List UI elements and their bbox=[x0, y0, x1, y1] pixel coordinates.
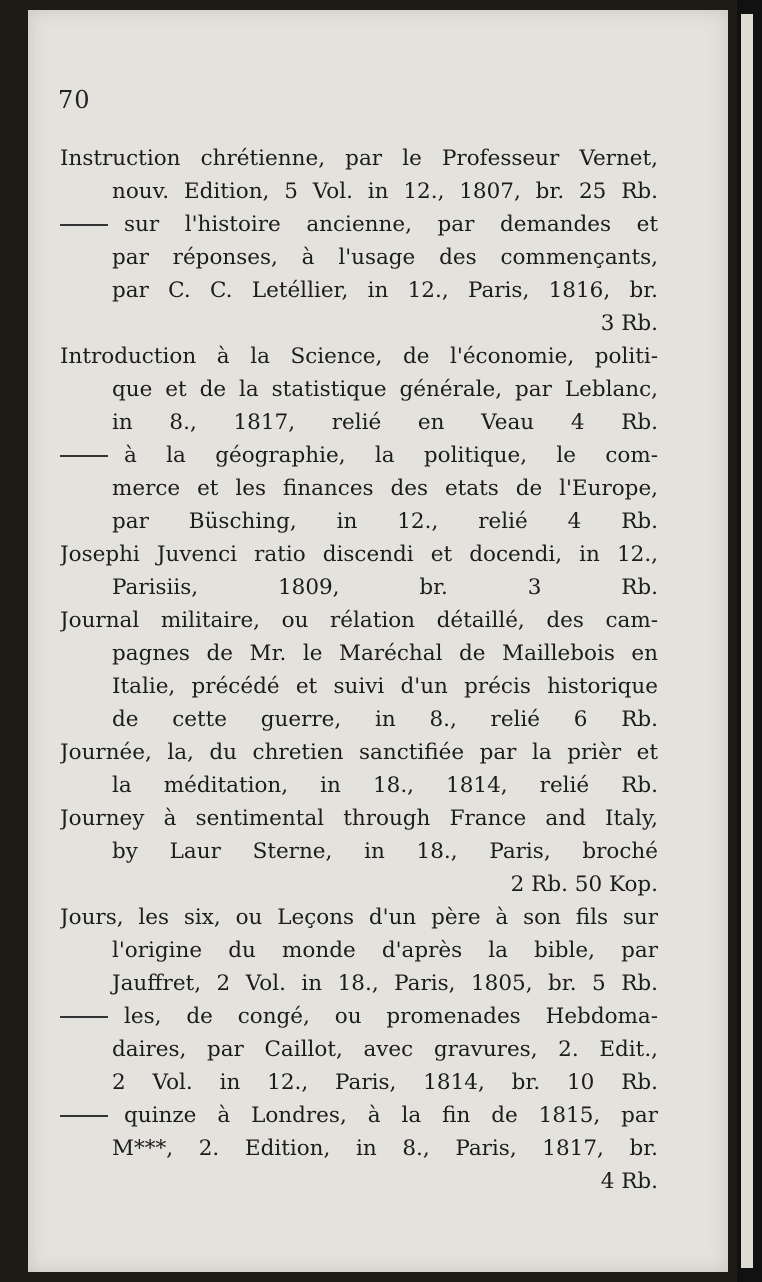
entry-line: nouv. Edition, 5 Vol. in 12., 1807, br. 25 Rb. bbox=[112, 179, 658, 204]
entry-line: l'origine du monde d'après la bible, par bbox=[112, 938, 658, 963]
catalog-entry bbox=[60, 439, 658, 538]
entry-line: 2 Vol. in 12., Paris, 1814, br. 10 Rb. bbox=[112, 1070, 658, 1095]
entry-line-text: sur l'histoire ancienne, par demandes et bbox=[124, 212, 658, 237]
entry-line: la méditation, in 18., 1814, relié Rb. bbox=[112, 773, 658, 798]
entry-line: par réponses, à l'usage des commençants, bbox=[112, 245, 658, 270]
catalog-entry bbox=[60, 1099, 658, 1198]
entry-price: 4 Rb. bbox=[600, 1169, 658, 1194]
ditto-dash bbox=[60, 455, 108, 457]
entry-line: par C. C. Letéllier, in 12., Paris, 1816, br. bbox=[112, 278, 658, 303]
entry-line: Journal militaire, ou rélation détaillé, des cam- bbox=[60, 608, 658, 633]
entry-line: daires, par Caillot, avec gravures, 2. Edit., bbox=[112, 1037, 658, 1062]
entry-line: Josephi Juvenci ratio discendi et docendi, in 12., bbox=[60, 542, 658, 567]
entry-line: de cette guerre, in 8., relié 6 Rb. bbox=[112, 707, 658, 732]
next-page-edge bbox=[737, 0, 762, 1282]
page-number: 70 bbox=[58, 86, 91, 114]
entry-line-with-dash bbox=[60, 1099, 658, 1132]
entry-line: Parisiis, 1809, br. 3 Rb. bbox=[112, 575, 658, 600]
entry-line-with-dash bbox=[60, 208, 658, 241]
entry-line-with-dash bbox=[60, 1000, 658, 1033]
catalog-entry bbox=[60, 802, 658, 901]
entry-line: M***, 2. Edition, in 8., Paris, 1817, br. bbox=[112, 1136, 658, 1161]
entry-line: par Büsching, in 12., relié 4 Rb. bbox=[112, 509, 658, 534]
entry-line-text: quinze à Londres, à la fin de 1815, par bbox=[124, 1103, 658, 1128]
catalog-entry bbox=[60, 604, 658, 736]
entry-line: Italie, précédé et suivi d'un précis historique bbox=[112, 674, 658, 699]
entry-line: Jauffret, 2 Vol. in 18., Paris, 1805, br. 5 Rb. bbox=[112, 971, 658, 996]
entry-line: by Laur Sterne, in 18., Paris, broché bbox=[112, 839, 658, 864]
entry-price: 2 Rb. 50 Kop. bbox=[510, 872, 658, 897]
entry-line: pagnes de Mr. le Maréchal de Maillebois en bbox=[112, 641, 658, 666]
entry-line: Journey à sentimental through France and Italy, bbox=[60, 806, 658, 831]
ditto-dash bbox=[60, 1016, 108, 1018]
catalog-entry bbox=[60, 736, 658, 802]
entry-line: merce et les finances des etats de l'Europe, bbox=[112, 476, 658, 501]
next-page-strip bbox=[741, 14, 753, 1268]
catalog-entry bbox=[60, 142, 658, 208]
catalog-entry bbox=[60, 1000, 658, 1099]
catalog-entry bbox=[60, 208, 658, 340]
ditto-dash bbox=[60, 1115, 108, 1117]
catalog-entry bbox=[60, 901, 658, 1000]
entry-price: 3 Rb. bbox=[600, 311, 658, 336]
entry-line-text: les, de congé, ou promenades Hebdoma- bbox=[124, 1004, 658, 1029]
entry-line-with-dash bbox=[60, 439, 658, 472]
entry-line: Introduction à la Science, de l'économie, politi- bbox=[60, 344, 658, 369]
catalog-entries bbox=[60, 142, 658, 1198]
entry-line-text: à la géographie, la politique, le com- bbox=[124, 443, 658, 468]
entry-line: Journée, la, du chretien sanctifiée par la prièr et bbox=[60, 740, 658, 765]
catalog-entry bbox=[60, 538, 658, 604]
entry-line: in 8., 1817, relié en Veau 4 Rb. bbox=[112, 410, 658, 435]
entry-line: que et de la statistique générale, par Leblanc, bbox=[112, 377, 658, 402]
ditto-dash bbox=[60, 224, 108, 226]
catalog-entry bbox=[60, 340, 658, 439]
entry-line: Instruction chrétienne, par le Professeur Vernet, bbox=[60, 146, 658, 171]
entry-line: Jours, les six, ou Leçons d'un père à son fils sur bbox=[60, 905, 658, 930]
